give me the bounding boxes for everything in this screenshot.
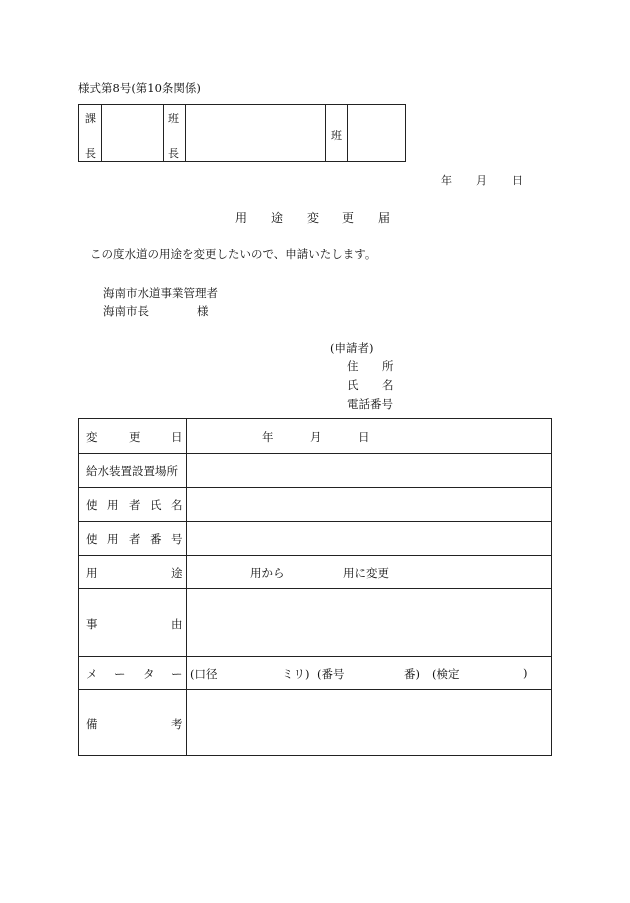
user-number-label-3: 者 xyxy=(129,532,141,546)
addressee-name: 海南市長 xyxy=(103,304,149,318)
approval-han-top: 班 xyxy=(168,112,179,125)
usage-to: 用に変更 xyxy=(343,566,389,580)
user-number-label-2: 用 xyxy=(107,532,119,546)
change-date-label-3: 日 xyxy=(171,430,183,444)
meter-number: (番号 xyxy=(317,667,345,681)
reason-label-1: 事 xyxy=(86,617,98,631)
meter-inspection-close: ) xyxy=(523,666,528,680)
title-char-1: 用 xyxy=(235,211,248,225)
applicant-address-b: 所 xyxy=(382,359,394,373)
usage-label-2: 途 xyxy=(171,566,183,580)
reason-label-2: 由 xyxy=(171,617,183,631)
title-char-5: 届 xyxy=(378,211,391,225)
user-name-label-2: 用 xyxy=(107,498,119,512)
title-char-2: 途 xyxy=(271,211,284,225)
meter-label-3: タ xyxy=(143,667,155,681)
user-name-label-5: 名 xyxy=(171,498,183,512)
user-name-label-3: 者 xyxy=(129,498,141,512)
title-char-3: 変 xyxy=(307,211,320,225)
meter-label-1: メ xyxy=(86,667,98,681)
approval-han2: 班 xyxy=(331,129,342,142)
applicant-name-b: 名 xyxy=(382,378,394,392)
date-month: 月 xyxy=(476,174,487,187)
title-char-4: 更 xyxy=(342,211,355,225)
applicant-address-a: 住 xyxy=(347,359,359,373)
change-date-year: 年 xyxy=(262,430,274,444)
addressee-honorific: 様 xyxy=(197,304,209,318)
meter-inspection: (検定 xyxy=(432,667,460,681)
applicant-name-a: 氏 xyxy=(347,378,359,392)
user-number-label-4: 番 xyxy=(150,532,162,546)
supply-location-label: 給水装置設置場所 xyxy=(86,464,178,478)
statement: この度水道の用途を変更したいので、申請いたします。 xyxy=(90,247,377,261)
user-number-label-5: 号 xyxy=(171,532,183,546)
approval-ka-top: 課 xyxy=(85,112,96,125)
approval-ka-bottom: 長 xyxy=(85,147,96,160)
usage-label-1: 用 xyxy=(86,566,98,580)
remarks-label-1: 備 xyxy=(86,717,98,731)
meter-label-4: ー xyxy=(171,667,183,681)
change-date-day: 日 xyxy=(358,430,370,444)
approval-han-bottom: 長 xyxy=(168,147,179,160)
change-date-label-2: 更 xyxy=(129,430,141,444)
user-name-label-4: 氏 xyxy=(150,498,162,512)
meter-caliber: (口径 xyxy=(190,667,218,681)
meter-number-unit: 番) xyxy=(404,667,420,681)
user-name-label-1: 使 xyxy=(86,498,98,512)
approval-box xyxy=(78,104,406,162)
applicant-phone: 電話番号 xyxy=(347,397,393,411)
meter-label-2: ー xyxy=(114,667,126,681)
change-date-label-1: 変 xyxy=(86,430,98,444)
date-day: 日 xyxy=(512,174,523,187)
main-table xyxy=(78,418,552,756)
usage-from: 用から xyxy=(250,566,285,580)
change-date-month: 月 xyxy=(310,430,322,444)
form-number: 様式第8号(第10条関係) xyxy=(78,81,201,95)
remarks-label-2: 考 xyxy=(171,717,183,731)
date-year: 年 xyxy=(441,174,452,187)
meter-caliber-unit: ミリ) xyxy=(282,667,310,681)
addressee-line1: 海南市水道事業管理者 xyxy=(103,286,218,300)
applicant-heading: (申請者) xyxy=(330,341,374,355)
user-number-label-1: 使 xyxy=(86,532,98,546)
